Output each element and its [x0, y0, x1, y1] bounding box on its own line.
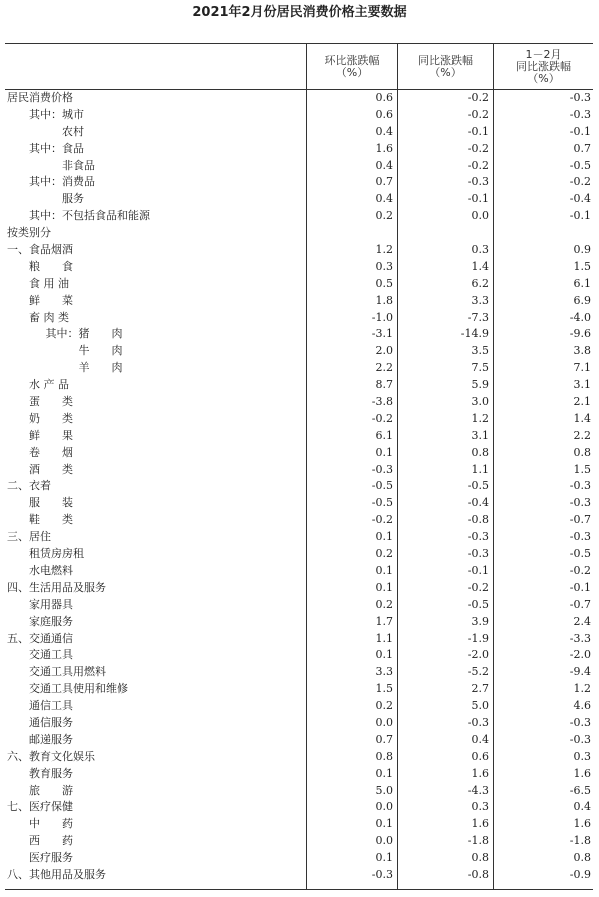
cell-mom: 1.8	[375, 293, 393, 307]
row-label: 旅 游	[29, 783, 73, 797]
row-label: 居民消费价格	[7, 91, 73, 104]
row-label: 医疗服务	[29, 851, 73, 865]
table-row	[5, 597, 593, 614]
cell-ytd: 4.6	[573, 699, 591, 713]
table-row	[5, 681, 593, 698]
cell-mom: 0.2	[375, 209, 393, 223]
cell-ytd: -0.2	[569, 563, 591, 577]
table-row	[5, 546, 593, 563]
cell-mom: -3.8	[371, 395, 393, 409]
table-row	[5, 310, 593, 327]
row-label: 牛 肉	[78, 344, 123, 358]
row-label: 酒 类	[29, 462, 73, 476]
cell-mom: 0.8	[375, 749, 393, 763]
cell-yoy: -1.9	[467, 631, 489, 645]
header-ytd	[494, 44, 593, 89]
cell-yoy: -0.2	[467, 580, 489, 594]
cell-yoy: 0.3	[471, 800, 489, 814]
cell-mom: 0.6	[375, 91, 393, 104]
cell-yoy: 3.5	[471, 344, 489, 358]
cell-yoy: 0.3	[471, 243, 489, 257]
cell-yoy: -5.2	[467, 665, 489, 679]
cell-ytd: -0.3	[569, 496, 591, 510]
cell-ytd: -0.3	[569, 732, 591, 746]
row-label: 水电燃料	[29, 563, 73, 577]
row-label: 交通工具	[29, 648, 73, 662]
cell-ytd: -0.3	[569, 530, 591, 544]
table-row	[5, 377, 593, 394]
cell-mom: 3.3	[375, 665, 393, 679]
table-row	[5, 411, 593, 428]
row-label: 奶 类	[29, 411, 73, 425]
header-ytd-unit: （%）	[527, 71, 560, 85]
table-row	[5, 276, 593, 293]
cell-mom: 0.7	[375, 732, 393, 746]
row-label: 中 药	[29, 817, 73, 831]
cell-ytd: -4.0	[569, 310, 591, 324]
table-row	[5, 394, 593, 411]
row-label: 教育服务	[29, 766, 73, 780]
cell-mom: 0.3	[375, 259, 393, 273]
cell-yoy: 7.5	[471, 361, 489, 375]
row-label: 交通工具使用和维修	[29, 682, 128, 696]
cell-ytd: -0.1	[569, 124, 591, 138]
cell-yoy: 0.8	[471, 445, 489, 459]
row-label: 卷 烟	[29, 445, 73, 459]
cell-yoy: -0.2	[467, 141, 489, 155]
cell-mom: 8.7	[375, 378, 393, 392]
table-body	[5, 90, 593, 884]
table-row	[5, 360, 593, 377]
cell-ytd: 1.5	[573, 259, 591, 273]
cell-mom: 0.1	[375, 580, 393, 594]
cell-ytd: 2.2	[573, 428, 591, 442]
cell-yoy: 3.9	[471, 614, 489, 628]
header-yoy-unit: （%）	[429, 65, 462, 79]
header-mom-label: 环比涨跌幅	[324, 53, 380, 67]
header-ytd-label: 同比涨跌幅	[516, 59, 571, 73]
cell-ytd: 2.4	[573, 614, 591, 628]
cell-mom: 0.5	[375, 276, 393, 290]
cell-mom: 2.2	[375, 361, 393, 375]
cell-yoy: 0.4	[471, 732, 489, 746]
table-row	[5, 799, 593, 816]
table-row	[5, 107, 593, 124]
row-label: 家庭服务	[29, 614, 73, 628]
cell-ytd: -2.0	[569, 648, 591, 662]
cell-ytd: 1.5	[573, 462, 591, 476]
table-row	[5, 225, 593, 242]
cell-ytd: -0.3	[569, 91, 591, 104]
cell-yoy: 2.7	[471, 682, 489, 696]
table-row	[5, 715, 593, 732]
row-label: 蛋 类	[29, 395, 73, 409]
table-row	[5, 563, 593, 580]
row-label: 租赁房房租	[29, 547, 84, 561]
cell-yoy: 6.2	[471, 276, 489, 290]
cell-mom: 6.1	[375, 428, 393, 442]
row-label: 八、其他用品及服务	[7, 867, 106, 881]
table-row	[5, 580, 593, 597]
cell-ytd: 0.8	[573, 851, 591, 865]
cell-mom: 0.1	[375, 648, 393, 662]
cell-mom: -0.3	[371, 867, 393, 881]
cell-ytd: -0.5	[569, 158, 591, 172]
cell-mom: -3.1	[371, 327, 393, 341]
cell-yoy: 3.1	[471, 428, 489, 442]
cell-mom: 0.1	[375, 851, 393, 865]
table-row	[5, 462, 593, 479]
cell-yoy: -14.9	[460, 327, 489, 341]
cell-yoy: -0.3	[467, 547, 489, 561]
cell-yoy: -0.2	[467, 158, 489, 172]
table-row	[5, 326, 593, 343]
header-ytd-period: 1－2月	[525, 47, 562, 61]
row-label: 五、交通通信	[7, 631, 73, 645]
cell-ytd: 1.6	[573, 766, 591, 780]
row-label: 服 装	[29, 496, 73, 510]
cell-ytd: -0.7	[569, 597, 591, 611]
cell-yoy: -4.3	[467, 783, 489, 797]
row-label: 四、生活用品及服务	[7, 580, 106, 594]
table-row	[5, 664, 593, 681]
cell-yoy: -0.1	[467, 124, 489, 138]
table-row	[5, 631, 593, 648]
row-label: 食 用 油	[29, 276, 69, 290]
table-row	[5, 816, 593, 833]
row-label: 其中：食品	[29, 141, 84, 155]
table-row	[5, 495, 593, 512]
row-label: 水 产 品	[29, 378, 69, 392]
cell-mom: 0.7	[375, 175, 393, 189]
cell-ytd: 1.6	[573, 817, 591, 831]
cell-ytd: 0.4	[573, 800, 591, 814]
cell-mom: 0.0	[375, 834, 393, 848]
cell-ytd: 3.1	[573, 378, 591, 392]
table-row	[5, 174, 593, 191]
table-row	[5, 698, 593, 715]
cell-yoy: -1.8	[467, 834, 489, 848]
cell-ytd: 1.4	[573, 411, 591, 425]
cell-yoy: 0.6	[471, 749, 489, 763]
row-label: 邮递服务	[29, 732, 73, 746]
cell-mom: 1.1	[375, 631, 393, 645]
cell-yoy: -0.3	[467, 715, 489, 729]
row-label: 二、衣着	[7, 479, 51, 493]
row-label: 非食品	[62, 158, 95, 172]
table-row	[5, 124, 593, 141]
cell-mom: 0.2	[375, 699, 393, 713]
table-row	[5, 850, 593, 867]
table-row	[5, 445, 593, 462]
table-row	[5, 208, 593, 225]
row-label: 三、居住	[7, 530, 51, 544]
cell-mom: 1.5	[375, 682, 393, 696]
cell-yoy: -0.1	[467, 563, 489, 577]
table-row	[5, 833, 593, 850]
row-label: 畜 肉 类	[29, 310, 69, 324]
cpi-table	[5, 43, 593, 890]
cell-yoy: -2.0	[467, 648, 489, 662]
row-label: 鞋 类	[29, 513, 73, 527]
row-label: 六、教育文化娱乐	[7, 749, 95, 763]
cell-ytd: 0.3	[573, 749, 591, 763]
cell-mom: 0.1	[375, 563, 393, 577]
table-row	[5, 749, 593, 766]
cell-yoy: 3.3	[471, 293, 489, 307]
header-yoy	[398, 44, 493, 89]
cell-mom: -0.3	[371, 462, 393, 476]
header-mom	[307, 44, 397, 89]
table-header	[5, 44, 593, 90]
cell-mom: 0.1	[375, 817, 393, 831]
cell-ytd: -3.3	[569, 631, 591, 645]
row-label: 羊 肉	[78, 361, 123, 375]
cell-ytd: -0.1	[569, 580, 591, 594]
table-row	[5, 141, 593, 158]
cell-ytd: 2.1	[573, 395, 591, 409]
cell-mom: -0.2	[371, 411, 393, 425]
table-row	[5, 766, 593, 783]
cell-mom: 0.6	[375, 107, 393, 121]
row-label: 交通工具用燃料	[29, 665, 106, 679]
cell-mom: 5.0	[375, 783, 393, 797]
cell-yoy: 0.8	[471, 851, 489, 865]
cell-mom: 0.2	[375, 547, 393, 561]
cell-mom: 2.0	[375, 344, 393, 358]
cell-ytd: 7.1	[573, 361, 591, 375]
cell-mom: 0.1	[375, 445, 393, 459]
cell-yoy: -0.2	[467, 91, 489, 104]
page-title: 2021年2月份居民消费价格主要数据	[192, 5, 407, 20]
cell-ytd: -1.8	[569, 834, 591, 848]
table-row	[5, 343, 593, 360]
cell-mom: 0.2	[375, 597, 393, 611]
cell-ytd: -0.5	[569, 547, 591, 561]
row-label: 七、医疗保健	[7, 800, 73, 814]
cell-ytd: 0.9	[573, 243, 591, 257]
cell-ytd: -0.4	[569, 192, 591, 206]
cell-mom: -1.0	[371, 310, 393, 324]
cell-ytd: -0.3	[569, 107, 591, 121]
row-label: 通信工具	[29, 699, 73, 713]
cell-yoy: 1.6	[471, 817, 489, 831]
row-label: 服务	[62, 192, 84, 206]
table-row	[5, 783, 593, 800]
row-label: 粮 食	[29, 259, 73, 273]
cell-yoy: -0.1	[467, 192, 489, 206]
cell-mom: 0.0	[375, 715, 393, 729]
cell-mom: 0.0	[375, 800, 393, 814]
table-row	[5, 647, 593, 664]
cell-ytd: 3.8	[573, 344, 591, 358]
cell-ytd: -9.6	[569, 327, 591, 341]
row-label: 其中：不包括食品和能源	[29, 209, 150, 223]
table-row	[5, 191, 593, 208]
cell-mom: 1.2	[375, 243, 393, 257]
cell-yoy: -0.8	[467, 867, 489, 881]
table-row	[5, 90, 593, 107]
cell-mom: -0.5	[371, 496, 393, 510]
row-label: 其中：城市	[29, 107, 84, 121]
table-row	[5, 259, 593, 276]
cell-ytd: -0.1	[569, 209, 591, 223]
table-row	[5, 478, 593, 495]
row-label: 鲜 菜	[29, 293, 73, 307]
cell-yoy: -0.5	[467, 479, 489, 493]
row-label: 鲜 果	[29, 428, 73, 442]
cell-ytd: 6.9	[573, 293, 591, 307]
cell-ytd: 6.1	[573, 276, 591, 290]
cell-ytd: 0.8	[573, 445, 591, 459]
cell-mom: 1.6	[375, 141, 393, 155]
table-row	[5, 158, 593, 175]
cell-yoy: 1.6	[471, 766, 489, 780]
cell-mom: -0.5	[371, 479, 393, 493]
header-yoy-label: 同比涨跌幅	[418, 53, 473, 67]
table-row	[5, 512, 593, 529]
cell-mom: 0.4	[375, 124, 393, 138]
cell-mom: -0.2	[371, 513, 393, 527]
cell-mom: 0.1	[375, 530, 393, 544]
cell-ytd: -0.7	[569, 513, 591, 527]
cell-yoy: 5.0	[471, 699, 489, 713]
table-row	[5, 428, 593, 445]
table-row	[5, 614, 593, 631]
cell-yoy: -7.3	[467, 310, 489, 324]
cell-ytd: -9.4	[569, 665, 591, 679]
cell-yoy: 3.0	[471, 395, 489, 409]
cell-yoy: 1.4	[471, 259, 489, 273]
row-label: 按类别分	[7, 226, 51, 240]
cell-yoy: -0.3	[467, 530, 489, 544]
table-row	[5, 242, 593, 259]
table-row	[5, 529, 593, 546]
cell-ytd: 0.7	[573, 141, 591, 155]
cell-yoy: -0.4	[467, 496, 489, 510]
cell-yoy: -0.2	[467, 107, 489, 121]
row-label: 一、食品烟酒	[7, 243, 73, 257]
row-label: 其中：猪 肉	[45, 327, 123, 341]
cell-ytd: -6.5	[569, 783, 591, 797]
row-label: 家用器具	[29, 597, 73, 611]
table-row	[5, 293, 593, 310]
header-mom-unit: （%）	[335, 65, 369, 79]
row-label: 其中：消费品	[29, 175, 95, 189]
cell-yoy: -0.5	[467, 597, 489, 611]
cell-yoy: -0.8	[467, 513, 489, 527]
cell-ytd: -0.3	[569, 479, 591, 493]
row-label: 西 药	[29, 834, 73, 848]
cell-yoy: 1.1	[471, 462, 489, 476]
row-label: 通信服务	[29, 715, 73, 729]
row-label: 农村	[62, 124, 84, 138]
cell-yoy: 1.2	[471, 411, 489, 425]
cell-yoy: 5.9	[471, 378, 489, 392]
cell-ytd: -0.9	[569, 867, 591, 881]
cell-mom: 0.1	[375, 766, 393, 780]
cell-ytd: -0.3	[569, 715, 591, 729]
cell-yoy: 0.0	[471, 209, 489, 223]
table-row	[5, 732, 593, 749]
cell-ytd: -0.2	[569, 175, 591, 189]
cell-mom: 1.7	[375, 614, 393, 628]
cell-mom: 0.4	[375, 158, 393, 172]
cell-yoy: -0.3	[467, 175, 489, 189]
cell-mom: 0.4	[375, 192, 393, 206]
cell-ytd: 1.2	[573, 682, 591, 696]
table-row	[5, 867, 593, 884]
